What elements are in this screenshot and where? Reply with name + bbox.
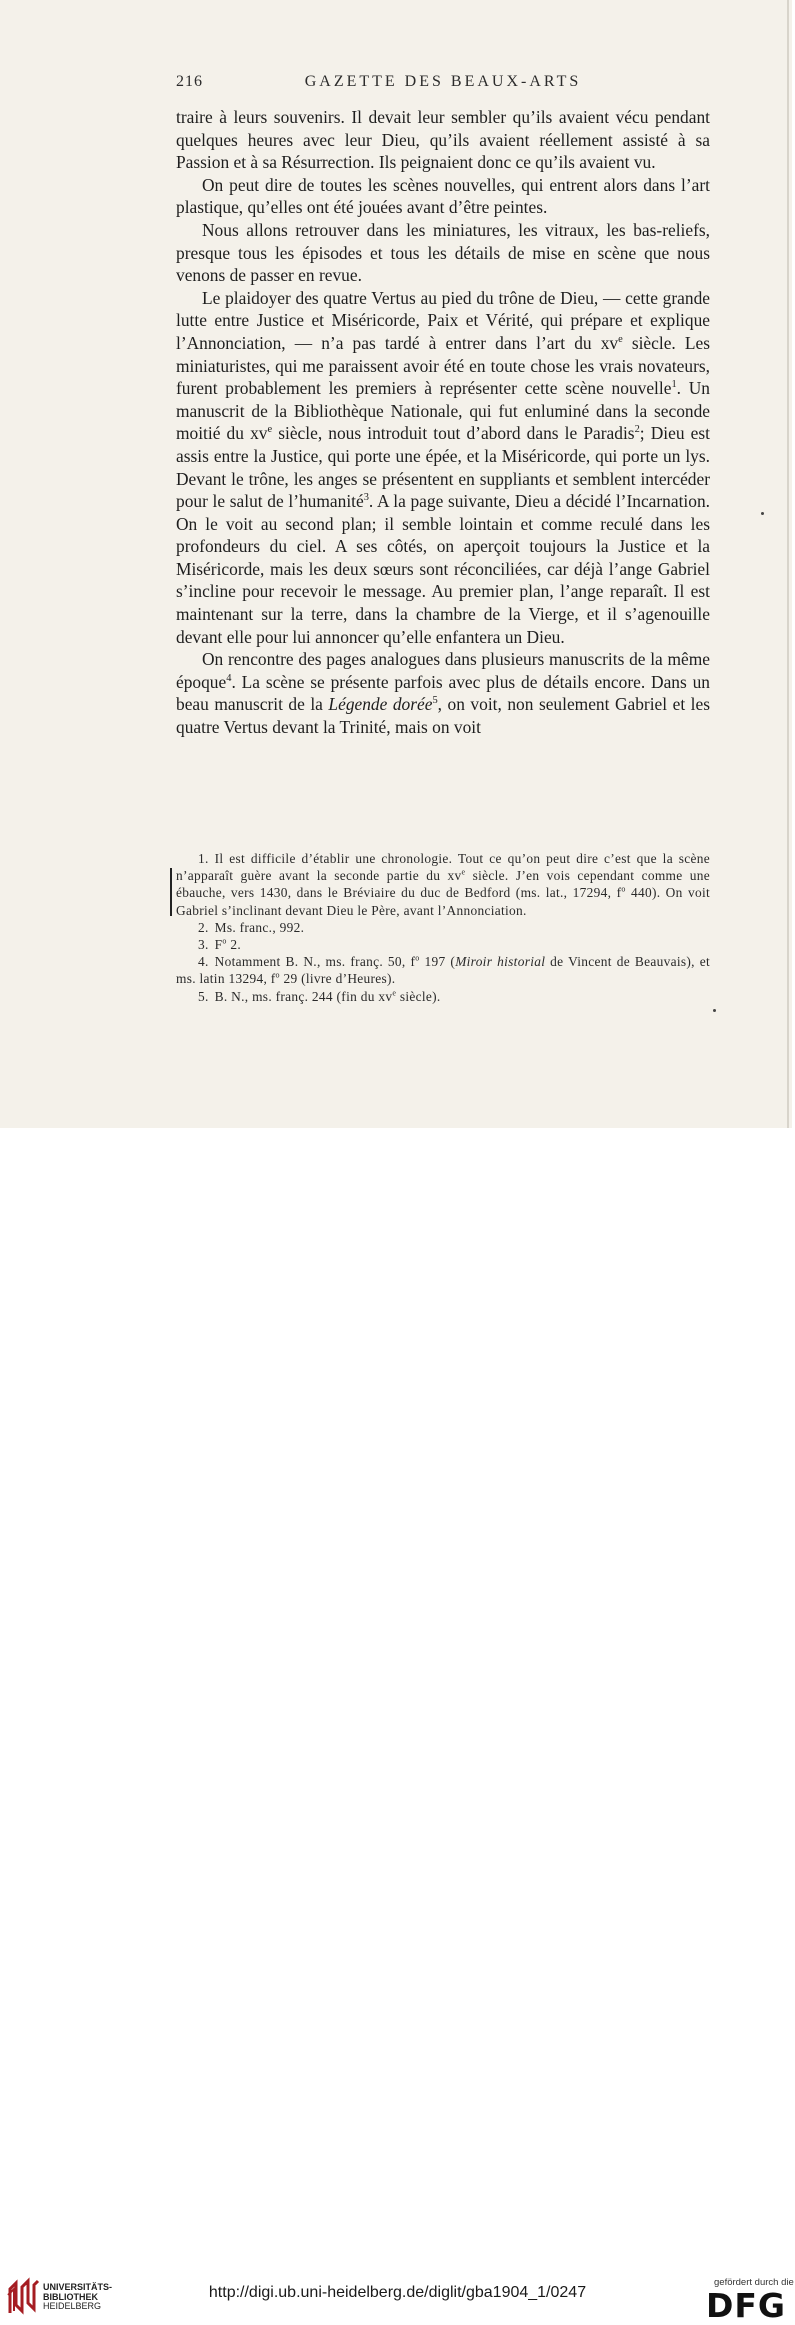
footnote [176,850,710,919]
page-edge [787,0,789,1128]
footnote-text: B. N., ms. franç. 244 (fin du $xv^e$ siècle). [214,988,441,1004]
margin-dot [713,1009,716,1012]
funding-caption: gefördert durch die [714,2277,794,2288]
running-head [176,73,710,95]
footnote-text: Il est difficile d’établir une chronologie. Tout ce qu’on peut dire c’est que la scène n’apparaît guère avant la seconde partie du $xv^e$ siècle. J’en vois cependant comme une ébauche, vers 1430, dans le Bréviaire du duc de Bedford (ms. lat., 17294, $f^o$ 440). On voit Gabriel s’inclinant devant Dieu le Père, avant l’Annonciation. [176,851,710,918]
footnote-number: 2. [198,919,209,935]
paragraph: Le plaidoyer des quatre Vertus au pied du trône de Dieu, — cette grande lutte entre Justice et Miséricorde, Paix et Vérité, qui prépare et explique l’Annonciation, — n’a pas tardé à entrer dans l’art du $xv^e$ siècle. Les miniaturistes, qui me paraissent avoir été en toute chose les vrais novateurs, furent probablement les premiers à représenter cette scène nouvelle$^1$. Un manuscrit de la Bibliothèque Nationale, qui fut enluminé dans la seconde moitié du $xv^e$ siècle, nous introduit tout d’abord dans le Paradis$^2$; Dieu est assis entre la Justice, qui porte une épée, et la Miséricorde, qui porte un lys. Devant le trône, les anges se présentent en suppliants et semblent intercéder pour le salut de l’humanité$^3$. A la page suivante, Dieu a décidé l’Incarnation. On le voit au second plan; il semble lointain et comme reculé dans les profondeurs du ciel. A ses côtés, on aperçoit toujours la Justice et la Miséricorde, mais les deux sœurs sont réconciliées, car déjà l’ange Gabriel s’incline pour recevoir le message. Au premier plan, l’ange reparaît. Il est maintenant sur la terre, dans la chambre de la Vierge, et il s’agenouille devant elle pour lui annoncer qu’elle enfantera un Dieu. [176,287,711,647]
page-number: 216 [176,73,203,90]
margin-dot [761,512,764,515]
library-name-line: BIBLIOTHEK [43,2291,98,2302]
footnote-text: Ms. franc., 992. [214,919,305,935]
paragraph: Nous allons retrouver dans les miniatures, les vitraux, les bas-reliefs, presque tous les épisodes et tous les détails de mise en scène que nous venons de passer en revue. [176,219,710,286]
footnotes [176,850,710,1005]
scanned-page [0,0,792,1128]
footnote [176,988,710,1005]
margin-mark [170,868,172,916]
footnote-number: 3. [198,937,209,953]
footnote-text: Notamment B. N., ms. franç. 50, $f^o$ 197 (Miroir historial de Vincent de Beauvais), et ms. latin 13294, $f^o$ 29 (livre d’Heures). [176,953,710,987]
footnote [176,953,710,987]
library-name-line: UNIVERSITÄTS- [43,2282,113,2292]
paragraph: On rencontre des pages analogues dans plusieurs manuscrits de la même époque$^4$. La scène se présente parfois avec plus de détails encore. Dans un beau manuscrit de la Légende dorée$^5$, on voit, non seulement Gabriel et les quatre Vertus devant la Trinité, mais on voit [176,649,710,738]
body-text [176,106,710,739]
dfg-logo: DFG [706,2286,787,2325]
paragraph: On peut dire de toutes les scènes nouvelles, qui entrent alors dans l’art plastique, qu’elles ont été jouées avant d’être peintes. [176,174,710,218]
journal-title: GAZETTE DES BEAUX-ARTS [304,73,582,90]
footnote-number: 4. [198,954,209,970]
library-name-line: HEIDELBERG [43,2301,102,2311]
footnote-text: $F^o$ 2. [214,936,242,953]
footnote-number: 1. [198,851,209,866]
footnote [176,936,710,953]
paragraph: traire à leurs souvenirs. Il devait leur sembler qu’ils avaient vécu pendant quelques heures avec leur Dieu, qu’ils avaient réellement assisté à sa Passion et à sa Résurrection. Ils peignaient donc ce qu’ils avaient vu. [176,107,710,173]
footnote-number: 5. [198,988,209,1004]
permalink-url[interactable]: http://digi.ub.uni-heidelberg.de/diglit/gba1904_1/0247 [208,2284,587,2301]
footnote [176,919,710,936]
viewer-footer [0,1128,795,2325]
